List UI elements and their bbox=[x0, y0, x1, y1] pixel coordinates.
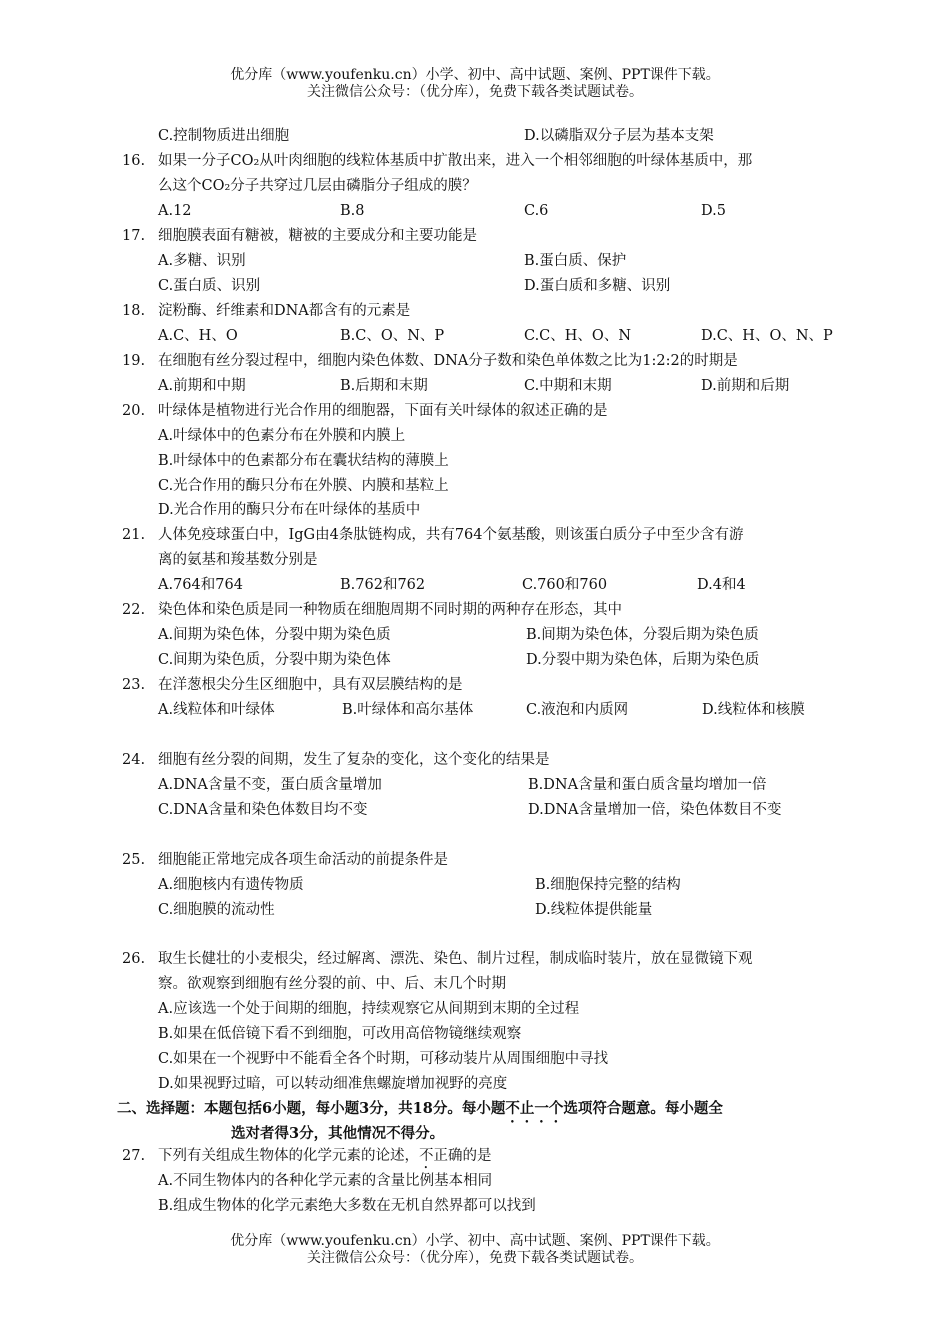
q16-option-a: A.12 bbox=[158, 203, 192, 219]
q18-option-a: A.C、H、O bbox=[158, 328, 238, 344]
q26-option-a: A.应该选一个处于间期的细胞，持续观察它从间期到末期的全过程 bbox=[158, 1001, 580, 1017]
q19-option-c: C.中期和末期 bbox=[524, 378, 612, 394]
q15-option-d: D.以磷脂双分子层为基本支架 bbox=[524, 128, 714, 144]
q20-stem: 叶绿体是植物进行光合作用的细胞器，下面有关叶绿体的叙述正确的是 bbox=[158, 403, 608, 419]
q20-number: 20. bbox=[122, 403, 146, 419]
q18-option-d: D.C、H、O、N、P bbox=[701, 328, 833, 344]
q19-option-a: A.前期和中期 bbox=[158, 378, 246, 394]
q19-option-d: D.前期和后期 bbox=[701, 378, 790, 394]
q21-option-a: A.764和764 bbox=[158, 577, 243, 593]
q17-option-a: A.多糖、识别 bbox=[158, 253, 246, 269]
q22-option-a: A.间期为染色体，分裂中期为染色质 bbox=[158, 627, 391, 643]
q26-number: 26. bbox=[122, 951, 146, 967]
q17-option-d: D.蛋白质和多糖、识别 bbox=[524, 278, 671, 294]
section-2-text-a: 本题包括6小题，每小题3分，共18分。每小题 bbox=[204, 1100, 506, 1117]
q20-option-a: A.叶绿体中的色素分布在外膜和内膜上 bbox=[158, 428, 406, 444]
q23-option-c: C.液泡和内质网 bbox=[526, 702, 629, 718]
q22-option-b: B.间期为染色体，分裂后期为染色质 bbox=[526, 627, 759, 643]
q25-option-a: A.细胞核内有遗传物质 bbox=[158, 877, 304, 893]
q16-stem-line-1: 如果一分子CO₂从叶肉细胞的线粒体基质中扩散出来，进入一个相邻细胞的叶绿体基质中，那 bbox=[158, 153, 753, 169]
section-2-instructions bbox=[117, 1099, 723, 1126]
q23-option-a: A.线粒体和叶绿体 bbox=[158, 702, 275, 718]
q22-number: 22. bbox=[122, 602, 146, 618]
q27-stem-post: 正确的是 bbox=[433, 1148, 492, 1164]
q17-stem: 细胞膜表面有糖被，糖被的主要成分和主要功能是 bbox=[158, 228, 477, 244]
q24-option-d: D.DNA含量增加一倍，染色体数目不变 bbox=[528, 802, 782, 818]
q16-option-c: C.6 bbox=[524, 203, 549, 219]
q18-option-b: B.C、O、N、P bbox=[340, 328, 445, 344]
q25-option-d: D.线粒体提供能量 bbox=[535, 902, 653, 918]
q16-stem-line-2: 么这个CO₂分子共穿过几层由磷脂分子组成的膜？ bbox=[158, 178, 477, 194]
q27-option-a: A.不同生物体内的各种化学元素的含量比例基本相同 bbox=[158, 1173, 493, 1189]
page-header-line-2: 关注微信公众号：（优分库），免费下载各类试题试卷。 bbox=[307, 84, 643, 100]
q27-option-b: B.组成生物体的化学元素绝大多数在无机自然界都可以找到 bbox=[158, 1198, 536, 1214]
q18-option-c: C.C、H、O、N bbox=[524, 328, 632, 344]
q24-option-c: C.DNA含量和染色体数目均不变 bbox=[158, 802, 368, 818]
q27-stem-emphasis: 不 bbox=[419, 1148, 434, 1164]
q23-option-d: D.线粒体和核膜 bbox=[702, 702, 805, 718]
q24-stem: 细胞有丝分裂的间期，发生了复杂的变化，这个变化的结果是 bbox=[158, 752, 550, 768]
q23-number: 23. bbox=[122, 677, 146, 693]
q21-number: 21. bbox=[122, 527, 146, 543]
q24-option-a: A.DNA含量不变，蛋白质含量增加 bbox=[158, 777, 382, 793]
q16-option-d: D.5 bbox=[701, 203, 726, 219]
q21-stem-line-2: 离的氨基和羧基数分别是 bbox=[158, 552, 318, 568]
section-2-emphasis: 不止一个 bbox=[505, 1100, 564, 1117]
q18-number: 18. bbox=[122, 303, 146, 319]
q27-stem bbox=[158, 1146, 492, 1172]
q23-option-b: B.叶绿体和高尔基体 bbox=[342, 702, 474, 718]
q22-stem: 染色体和染色质是同一种物质在细胞周期不同时期的两种存在形态，其中 bbox=[158, 602, 622, 618]
q25-number: 25. bbox=[122, 852, 146, 868]
q17-option-b: B.蛋白质、保护 bbox=[524, 253, 627, 269]
section-2-instructions-line-2: 选对者得3分，其他情况不得分。 bbox=[231, 1125, 445, 1142]
q20-option-c: C.光合作用的酶只分布在外膜、内膜和基粒上 bbox=[158, 478, 449, 494]
q26-stem-line-2: 察。欲观察到细胞有丝分裂的前、中、后、末几个时期 bbox=[158, 976, 506, 992]
q24-number: 24. bbox=[122, 752, 146, 768]
q17-option-c: C.蛋白质、识别 bbox=[158, 278, 261, 294]
q19-stem: 在细胞有丝分裂过程中，细胞内染色体数、DNA分子数和染色单体数之比为1:2:2的时期是 bbox=[158, 353, 738, 369]
q27-stem-pre: 下列有关组成生物体的化学元素的论述， bbox=[158, 1148, 419, 1164]
q25-stem: 细胞能正常地完成各项生命活动的前提条件是 bbox=[158, 852, 448, 868]
q19-number: 19. bbox=[122, 353, 146, 369]
q21-option-c: C.760和760 bbox=[522, 577, 608, 593]
q26-option-d: D.如果视野过暗，可以转动细准焦螺旋增加视野的亮度 bbox=[158, 1076, 508, 1092]
q21-stem-line-1: 人体免疫球蛋白中，IgG由4条肽链构成，共有764个氨基酸，则该蛋白质分子中至少含有游 bbox=[158, 527, 744, 543]
page-header-line-1: 优分库（www.youfenku.cn）小学、初中、高中试题、案例、PPT课件下载。 bbox=[230, 67, 720, 83]
q20-option-d: D.光合作用的酶只分布在叶绿体的基质中 bbox=[158, 502, 421, 518]
q20-option-b: B.叶绿体中的色素都分布在囊状结构的薄膜上 bbox=[158, 453, 449, 469]
q17-number: 17. bbox=[122, 228, 146, 244]
page-footer-line-2: 关注微信公众号：（优分库），免费下载各类试题试卷。 bbox=[307, 1250, 643, 1266]
q16-option-b: B.8 bbox=[340, 203, 365, 219]
q25-option-b: B.细胞保持完整的结构 bbox=[535, 877, 681, 893]
q23-stem: 在洋葱根尖分生区细胞中，具有双层膜结构的是 bbox=[158, 677, 463, 693]
q15-option-c: C.控制物质进出细胞 bbox=[158, 128, 290, 144]
page-footer-line-1: 优分库（www.youfenku.cn）小学、初中、高中试题、案例、PPT课件下载。 bbox=[230, 1233, 720, 1249]
q26-option-c: C.如果在一个视野中不能看全各个时期，可移动装片从周围细胞中寻找 bbox=[158, 1051, 609, 1067]
q26-stem-line-1: 取生长健壮的小麦根尖，经过解离、漂洗、染色、制片过程，制成临时装片，放在显微镜下观 bbox=[158, 951, 753, 967]
q26-option-b: B.如果在低倍镜下看不到细胞，可改用高倍物镜继续观察 bbox=[158, 1026, 522, 1042]
q19-option-b: B.后期和末期 bbox=[340, 378, 428, 394]
q21-option-b: B.762和762 bbox=[340, 577, 426, 593]
q27-number: 27. bbox=[122, 1148, 146, 1164]
q18-stem: 淀粉酶、纤维素和DNA都含有的元素是 bbox=[158, 303, 411, 319]
section-2-text-b: 选项符合题意。每小题全 bbox=[563, 1100, 723, 1117]
q21-option-d: D.4和4 bbox=[697, 577, 746, 593]
q22-option-c: C.间期为染色质，分裂中期为染色体 bbox=[158, 652, 391, 668]
q22-option-d: D.分裂中期为染色体，后期为染色质 bbox=[526, 652, 760, 668]
q25-option-c: C.细胞膜的流动性 bbox=[158, 902, 275, 918]
q24-option-b: B.DNA含量和蛋白质含量均增加一倍 bbox=[528, 777, 767, 793]
section-2-label: 二、选择题： bbox=[117, 1100, 204, 1117]
q16-number: 16. bbox=[122, 153, 146, 169]
